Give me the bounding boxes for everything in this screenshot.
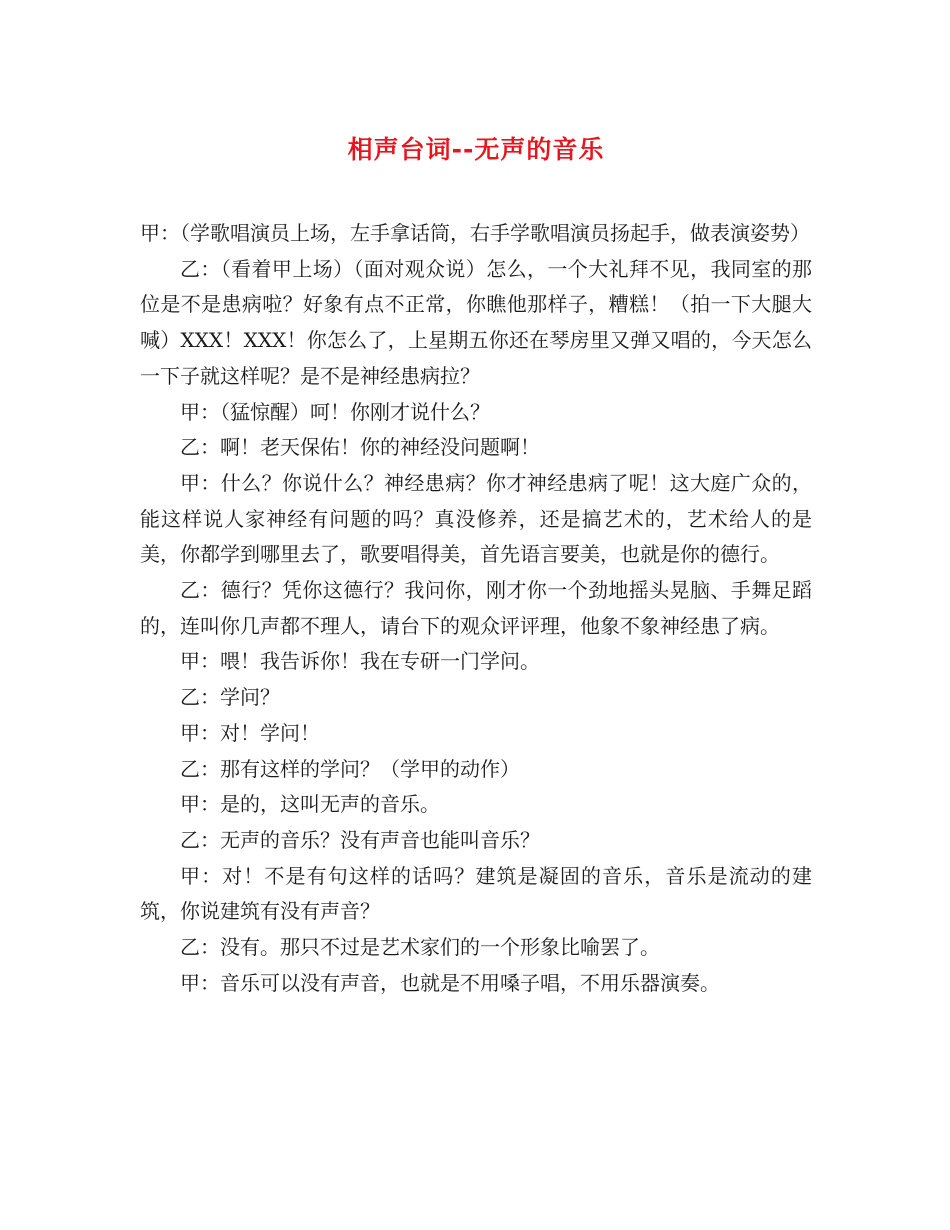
- dialogue-paragraph: 甲：喂！我告诉你！我在专研一门学问。: [180, 649, 540, 674]
- dialogue-paragraph: 甲：是的，这叫无声的音乐。: [180, 792, 440, 817]
- document-body: [140, 216, 812, 1001]
- dialogue-paragraph: 乙：无声的音乐？没有声音也能叫音乐？: [180, 827, 540, 852]
- dialogue-paragraph: 甲：音乐可以没有声音，也就是不用嗓子唱，不用乐器演奏。: [180, 970, 720, 995]
- dialogue-paragraph: 甲：（学歌唱演员上场，左手拿话筒，右手学歌唱演员扬起手，做表演姿势）: [140, 221, 810, 245]
- dialogue-paragraph: 甲：对！不是有句这样的话吗？建筑是凝固的音乐，音乐是流动的建筑，你说建筑有没有声音？: [140, 863, 812, 924]
- dialogue-paragraph: 乙：学问？: [180, 685, 280, 710]
- dialogue-paragraph: 乙：德行？凭你这德行？我问你，刚才你一个劲地摇头晃脑、手舞足蹈的，连叫你几声都不理人，请台下的观众评评理，他象不象神经患了病。: [140, 578, 812, 638]
- dialogue-paragraph: 乙：那有这样的学问？（学甲的动作）: [180, 756, 520, 781]
- dialogue-paragraph: 甲：（猛惊醒）呵！你刚才说什么？: [180, 399, 490, 424]
- dialogue-paragraph: 乙：（看着甲上场）（面对观众说）怎么，一个大礼拜不见，我同室的那位是不是患病啦？好象有点不正常，你瞧他那样子，糟糕！（拍一下大腿大喊）XXX！XXX！你怎么了，上星期五你还在琴房里又弹又唱的，今天怎么一下子就这样呢？是不是神经患病拉？: [140, 256, 812, 388]
- dialogue-paragraph: 乙：没有。那只不过是艺术家们的一个形象比喻罢了。: [180, 935, 660, 960]
- dialogue-paragraph: 乙：啊！老天保佑！你的神经没问题啊！: [180, 435, 540, 460]
- document-title: 相声台词--无声的音乐: [347, 135, 605, 164]
- dialogue-paragraph: 甲：对！学问！: [180, 720, 320, 745]
- document-page: [140, 128, 812, 1001]
- dialogue-paragraph: 甲：什么？你说什么？神经患病？你才神经患病了呢！这大庭广众的，能这样说人家神经有问题的吗？真没修养，还是搞艺术的，艺术给人的是美，你都学到哪里去了，歌要唱得美，首先语言要美，也就是你的德行。: [140, 470, 812, 567]
